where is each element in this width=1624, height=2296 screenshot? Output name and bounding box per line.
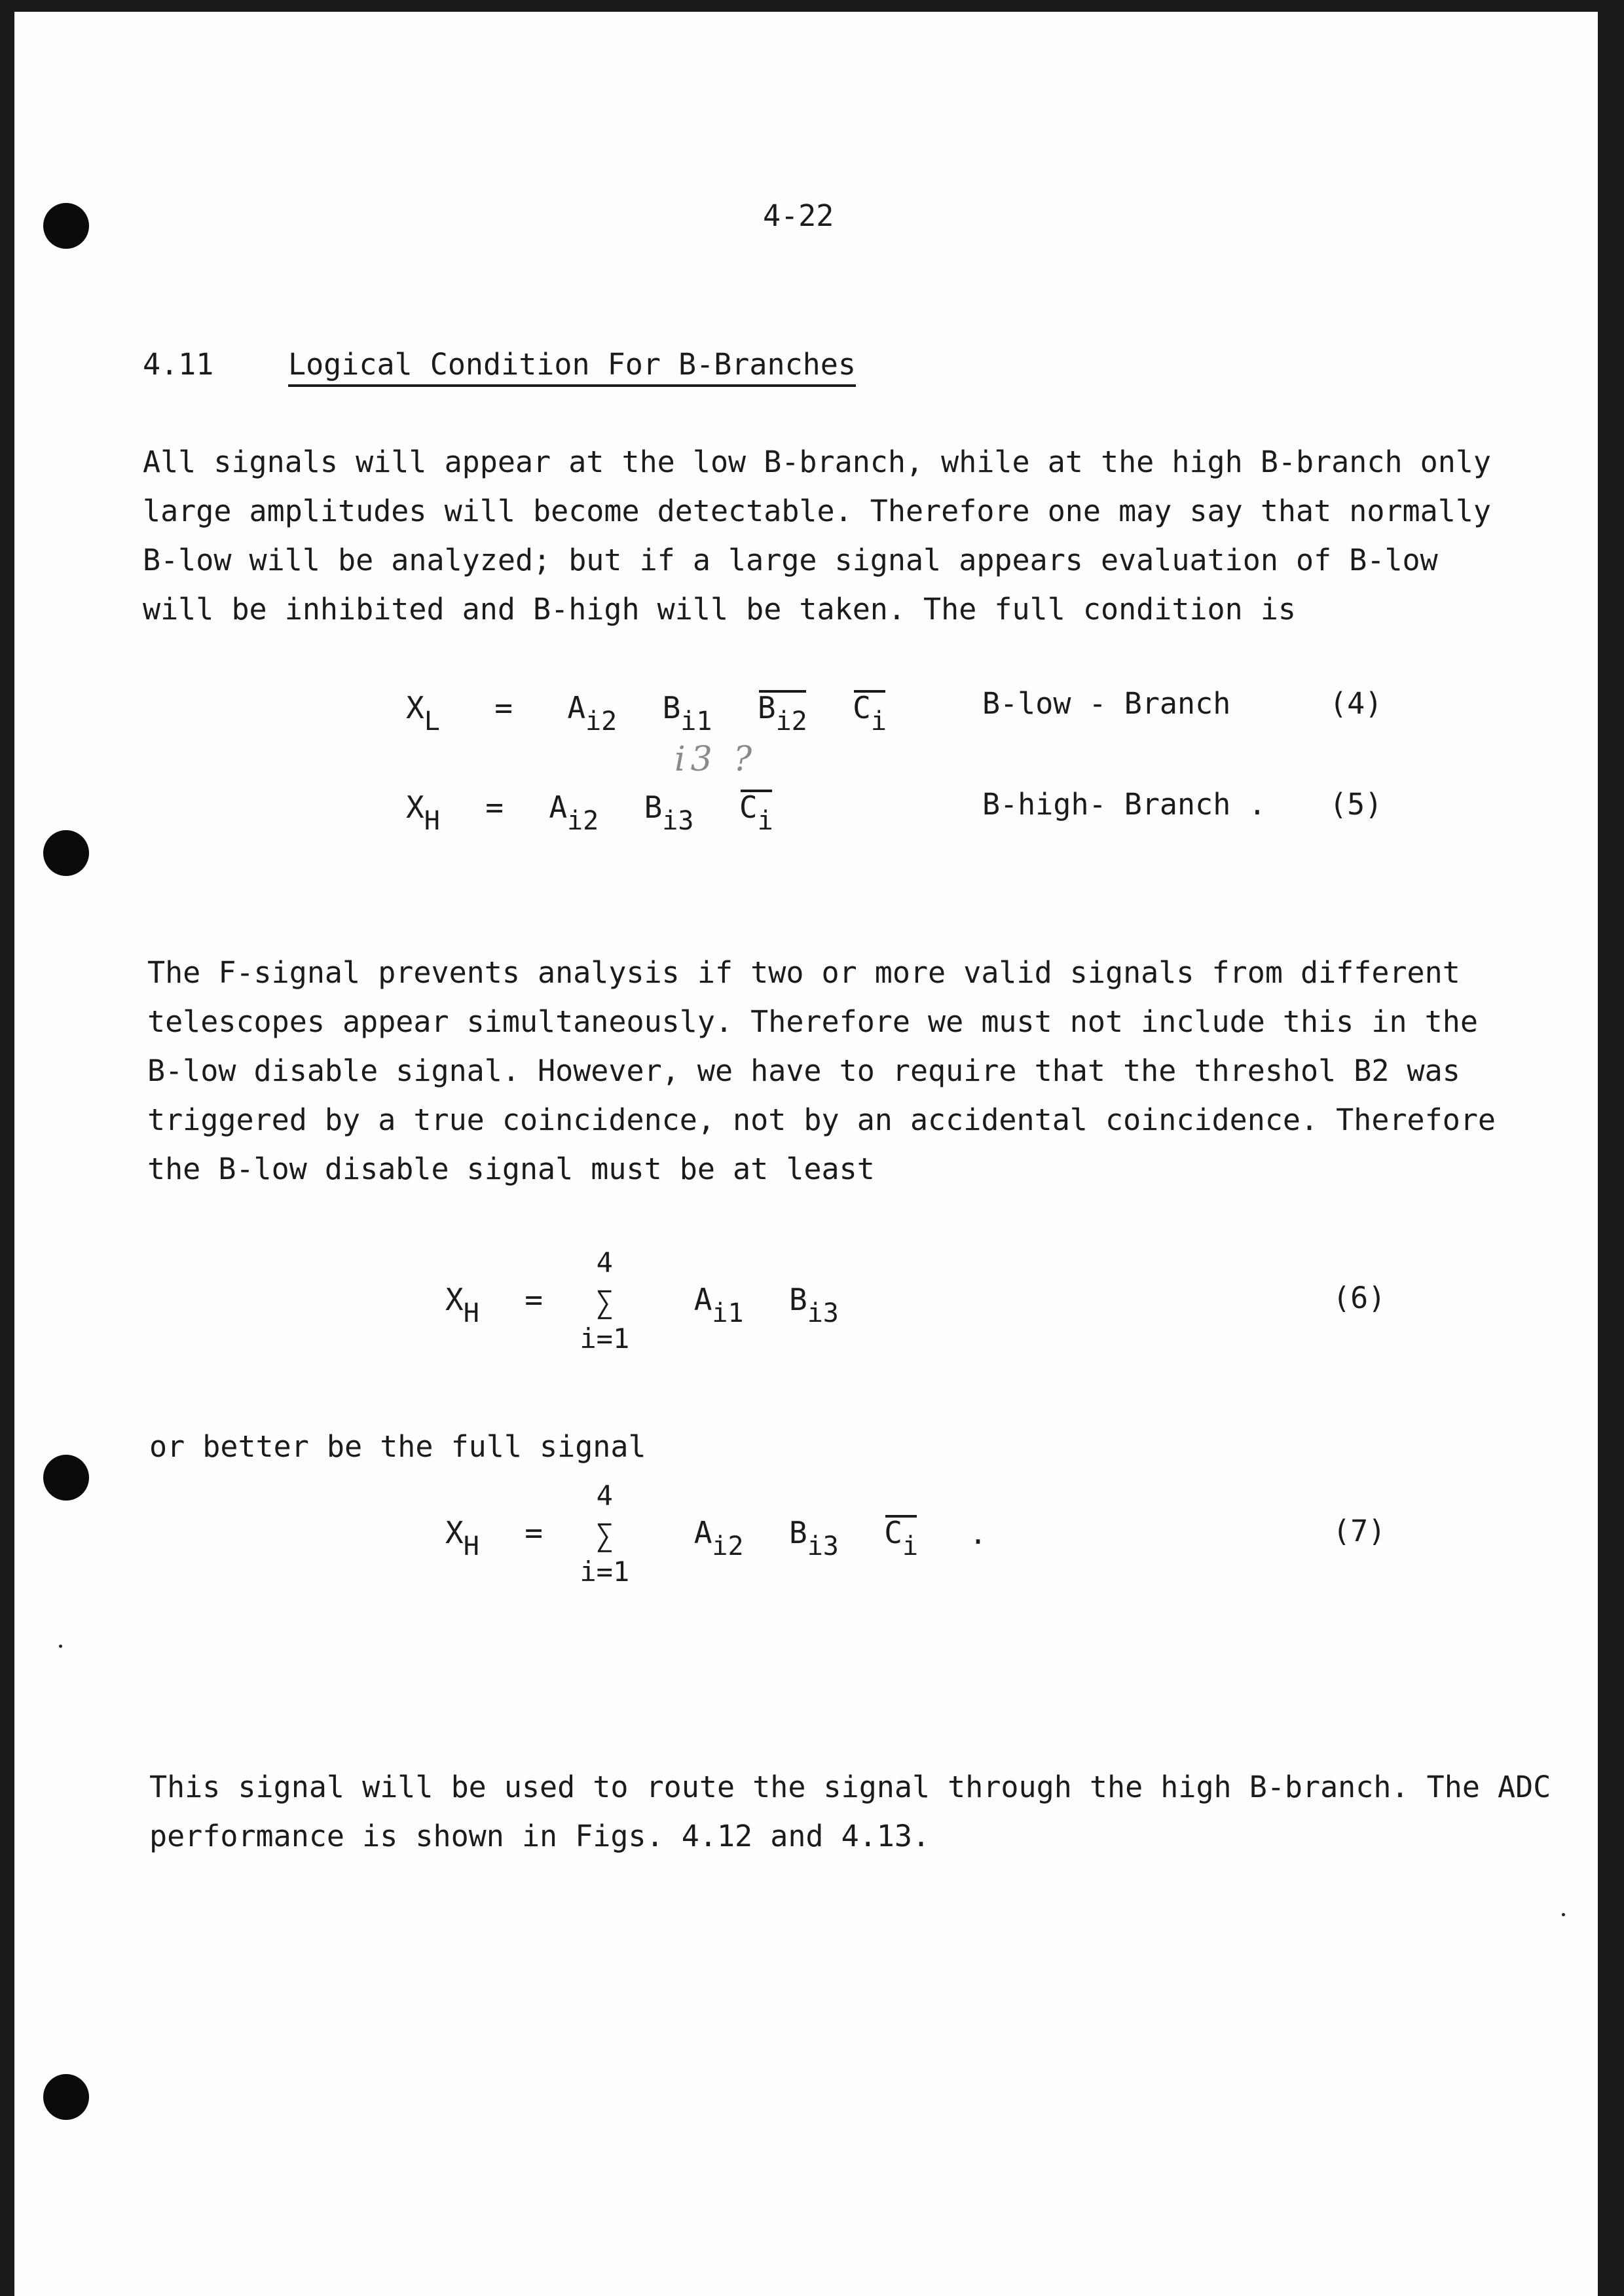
eq7-sum-operator (580, 1479, 630, 1588)
eq4-equals: = (494, 690, 513, 725)
binder-hole-3 (43, 1455, 89, 1501)
eq7-sum-top: 4 (596, 1479, 613, 1512)
equation-6 (445, 1246, 839, 1355)
eq7-term-b-sub: i3 (807, 1531, 839, 1561)
eq5-term-c-sub: i (757, 806, 773, 836)
eq4-number: (4) (1329, 686, 1383, 721)
eq4-term-c-sub: i (870, 706, 887, 737)
eq7-sum-symbol: ∑ (595, 1517, 614, 1553)
eq4-term-bbar-sub: i2 (775, 706, 807, 737)
eq5-term-c-bar (739, 790, 773, 836)
eq4-term-a-sub: i2 (585, 706, 618, 737)
eq7-trailing-dot: . (969, 1516, 987, 1551)
eq5-term-a-sub: i2 (567, 806, 599, 836)
eq7-term-a: A (693, 1515, 712, 1550)
eq6-term-a: A (693, 1282, 712, 1317)
equation-4 (406, 690, 887, 737)
eq4-label: B-low - Branch (982, 686, 1231, 721)
eq5-lhs-sub: H (424, 806, 440, 836)
paragraph-f-signal: The F-signal prevents analysis if two or more valid signals from different telescopes appear simultaneously. Therefore we must not include this in the B-low disable signal. However, we have to require that the threshol B2 was triggered by a true coincidence, not by an accidental coincidence. Therefore the B-low disable signal must be at least (147, 955, 1496, 1186)
section-number: 4.11 (143, 347, 214, 382)
paragraph-closing: This signal will be used to route the signal through the high B-branch. The ADC performance is shown in Figs. 4.12 and 4.13. (149, 1770, 1551, 1853)
scan-speck (59, 1645, 62, 1648)
eq4-term-c: C (853, 690, 871, 725)
equation-7 (445, 1479, 919, 1588)
eq7-term-c-bar (884, 1515, 919, 1561)
eq6-term-b: B (789, 1282, 807, 1317)
eq4-term-b-sub: i1 (680, 706, 712, 737)
eq6-equals: = (525, 1282, 543, 1317)
eq5-term-c: C (739, 790, 758, 825)
eq7-term-a-sub: i2 (712, 1531, 744, 1561)
eq7-lhs: X (445, 1515, 464, 1550)
eq5-term-a: A (549, 790, 568, 825)
eq6-sum-bottom: i=1 (580, 1322, 630, 1355)
eq6-number: (6) (1333, 1281, 1386, 1315)
eq7-term-b: B (789, 1515, 807, 1550)
eq6-sum-top: 4 (596, 1246, 613, 1279)
section-title: Logical Condition For B-Branches (288, 350, 856, 387)
eq4-term-a: A (567, 690, 586, 725)
eq5-label: B-high- Branch . (982, 787, 1266, 822)
paragraph-lead-in: or better be the full signal (149, 1429, 646, 1464)
eq5-equals: = (485, 790, 504, 825)
eq4-term-c-bar (853, 690, 887, 737)
eq5-number: (5) (1329, 787, 1383, 822)
eq7-sum-bottom: i=1 (580, 1555, 630, 1588)
scan-speck (1562, 1913, 1565, 1916)
eq7-equals: = (525, 1515, 543, 1550)
equation-5 (406, 790, 773, 836)
eq5-term-b: B (644, 790, 663, 825)
eq7-term-c: C (884, 1515, 902, 1550)
eq4-term-b-bar (757, 690, 807, 737)
binder-hole-4 (43, 2074, 89, 2120)
eq6-sum-symbol: ∑ (595, 1284, 614, 1320)
eq4-lhs: X (406, 690, 424, 725)
handwritten-note: i3 ? (674, 740, 758, 779)
binder-hole-2 (43, 830, 89, 876)
eq6-lhs: X (445, 1282, 464, 1317)
eq6-sum-operator (580, 1246, 630, 1355)
eq4-term-bbar: B (757, 690, 776, 725)
eq7-lhs-sub: H (463, 1531, 479, 1561)
eq5-term-b-sub: i3 (662, 806, 694, 836)
eq4-lhs-sub: L (424, 706, 440, 737)
eq7-term-c-sub: i (902, 1531, 919, 1561)
eq6-term-a-sub: i1 (712, 1298, 744, 1328)
page-number: 4-22 (763, 198, 834, 233)
eq5-lhs: X (406, 790, 424, 825)
eq4-term-b: B (662, 690, 681, 725)
binder-hole-1 (43, 203, 89, 249)
eq6-term-b-sub: i3 (807, 1298, 839, 1328)
eq6-lhs-sub: H (463, 1298, 479, 1328)
eq7-number: (7) (1333, 1514, 1386, 1548)
paragraph-intro: All signals will appear at the low B-branch, while at the high B-branch only large amplitudes will become detectable. Therefore one may say that normally B-low will be analyzed; but if a large signal appears evaluation of B-low will be inhibited and B-high will be taken. The full condition is (143, 445, 1492, 627)
